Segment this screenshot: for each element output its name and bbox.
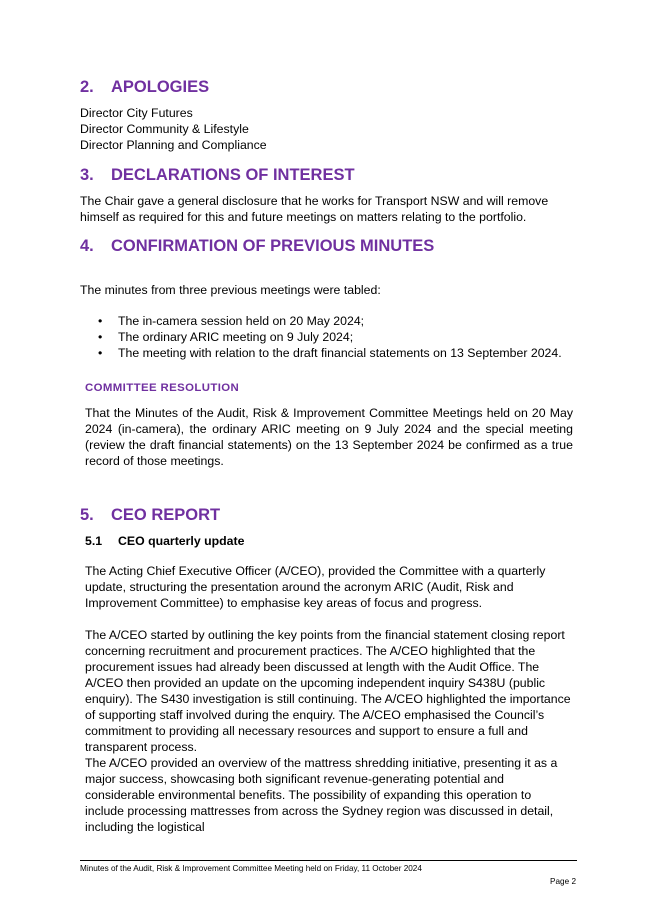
heading-declarations xyxy=(80,166,355,185)
apology-line: Director City Futures xyxy=(80,106,193,120)
heading-number: 4. xyxy=(80,237,94,255)
resolution-text: That the Minutes of the Audit, Risk & Improvement Committee Meetings held on 20 May 2024 (in-camera), the ordinary ARIC meeting on 9 July 2024 and the special meeting (review the draft financial statements) on the 13 September 2024 be confirmed as a true record of those meetings. xyxy=(85,406,573,468)
heading-ceo-report xyxy=(80,506,220,525)
heading-number: 3. xyxy=(80,166,94,184)
heading-apologies xyxy=(80,78,209,97)
heading-confirmation xyxy=(80,237,434,256)
committee-resolution-heading: COMMITTEE RESOLUTION xyxy=(85,382,240,394)
bullet-icon: • xyxy=(98,330,103,344)
footer-divider xyxy=(80,860,577,861)
subheading-title: CEO quarterly update xyxy=(118,534,245,548)
ceo-paragraph: The A/CEO provided an overview of the mattress shredding initiative, presenting it as a major success, showcasing both significant revenue-generating potential and considerable environmental benefits. The possibility of expanding this operation to include processing mattresses from across the Sydney region was discussed in detail, including the logistical xyxy=(85,756,558,834)
heading-title: DECLARATIONS OF INTEREST xyxy=(111,166,355,184)
ceo-paragraph: The Acting Chief Executive Officer (A/CEO), provided the Committee with a quarterly update, structuring the presentation around the acronym ARIC (Audit, Risk and Improvement Committee) to emphasise key areas of focus and progress. xyxy=(85,564,546,610)
heading-title: CEO REPORT xyxy=(111,506,221,524)
page-number: Page 2 xyxy=(550,877,576,886)
declarations-text: The Chair gave a general disclosure that he works for Transport NSW and will remove himself as required for this and future meetings on matters relating to the portfolio. xyxy=(80,194,549,224)
heading-number: 2. xyxy=(80,78,94,96)
bullet-icon: • xyxy=(98,346,103,360)
heading-title: APOLOGIES xyxy=(111,78,210,96)
subheading-number: 5.1 xyxy=(85,534,103,548)
heading-title: CONFIRMATION OF PREVIOUS MINUTES xyxy=(111,237,435,255)
heading-number: 5. xyxy=(80,506,94,524)
footer-text: Minutes of the Audit, Risk & Improvement Committee Meeting held on Friday, 11 October 2024 xyxy=(80,864,422,873)
apology-line: Director Planning and Compliance xyxy=(80,138,267,152)
subheading-ceo-quarterly-update xyxy=(85,534,244,548)
apology-line: Director Community & Lifestyle xyxy=(80,122,249,136)
bullet-icon: • xyxy=(98,314,103,328)
confirmation-intro: The minutes from three previous meetings were tabled: xyxy=(80,283,381,297)
ceo-paragraph: The A/CEO started by outlining the key points from the financial statement closing report concerning recruitment and procurement practices. The A/CEO highlighted that the procurement issues had already been discussed at length with the Audit Office. The A/CEO then provided an update on the upcoming independent inquiry S438U (public enquiry). The S430 investigation is still continuing. The A/CEO highlighted the importance of supporting staff involved during the enquiry. The A/CEO emphasised the Council’s commitment to providing all necessary resources and support to ensure a full and transparent process. xyxy=(85,628,571,754)
apologies-list xyxy=(80,105,573,153)
